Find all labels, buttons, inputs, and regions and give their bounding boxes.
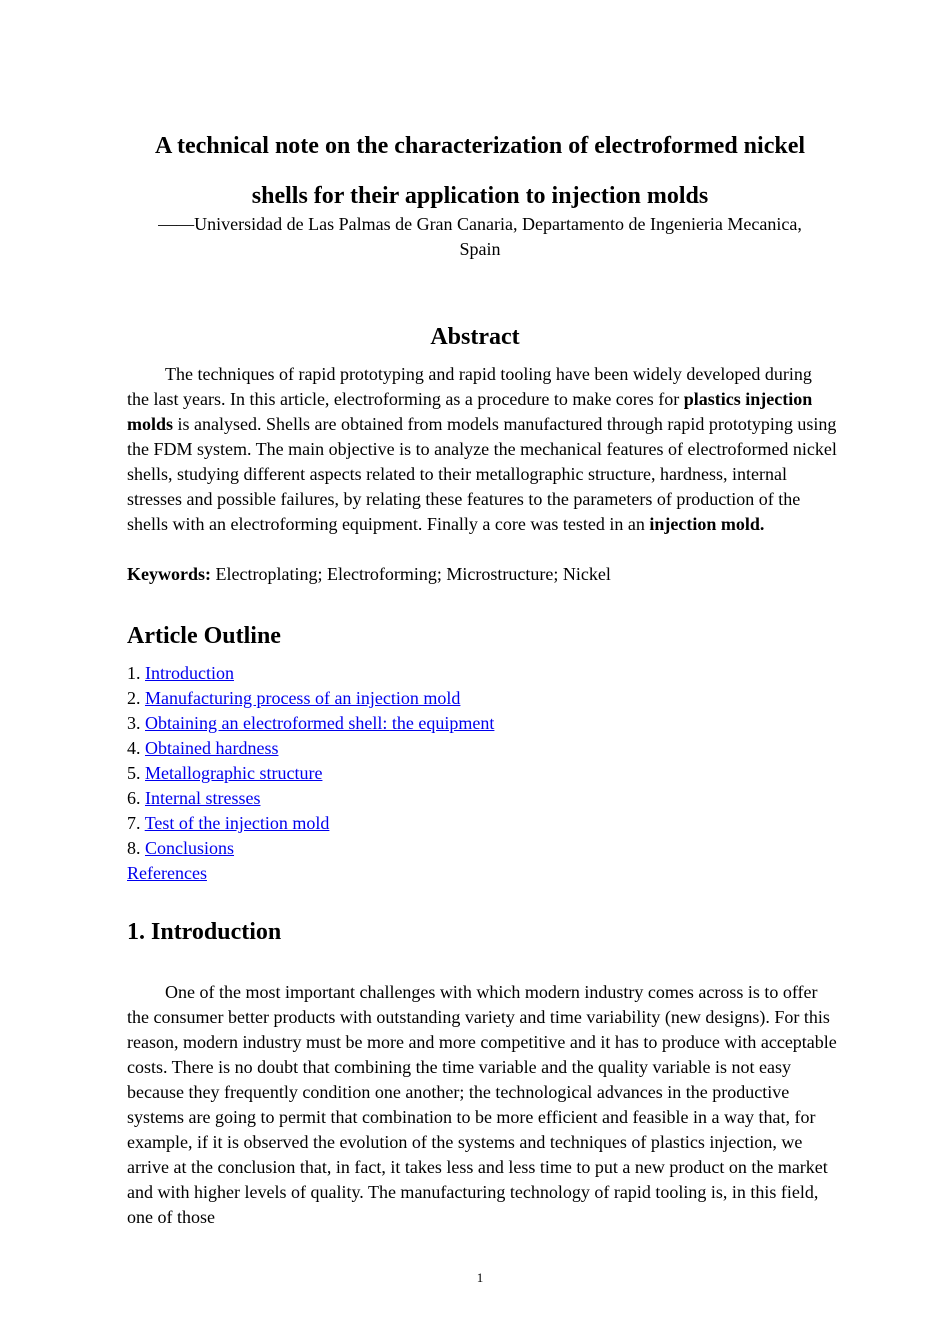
outline-link-internal-stresses[interactable]: Internal stresses (145, 788, 261, 808)
outline-item (127, 861, 827, 886)
outline-item-number: 1. (127, 663, 145, 683)
outline-item (127, 786, 827, 811)
outline-link-introduction[interactable]: Introduction (145, 663, 234, 683)
outline-item-number: 6. (127, 788, 145, 808)
outline-item-number: 2. (127, 688, 145, 708)
outline-item-number: 7. (127, 813, 145, 833)
outline-link-obtained-hardness[interactable]: Obtained hardness (145, 738, 279, 758)
introduction-body (127, 980, 837, 1230)
paper-title-line-1: A technical note on the characterization of electroformed nickel (154, 133, 806, 159)
outline-item (127, 761, 827, 786)
article-outline-list (127, 661, 827, 886)
outline-item (127, 836, 827, 861)
outline-link-manufacturing-process[interactable]: Manufacturing process of an injection mold (145, 688, 461, 708)
abstract-heading: Abstract (430, 324, 520, 350)
introduction-text: One of the most important challenges with which modern industry comes across is to offer the consumer better products with outstanding variety and time variability (new designs). For this reason, modern industry must be more and more competitive and it has to produce with acceptable costs. There is no doubt that combining the time variable and the quality variable is not easy because they frequently condition one another; the technological advances in the productive systems are going to permit that combination to be more efficient and feasible in a way that, for example, if it is observed the evolution of the systems and techniques of plastics injection, we arrive at the conclusion that, in fact, it takes less and less time to put a new product on the market and with higher levels of quality. The manufacturing technology of rapid tooling is, in this field, one of those (127, 982, 837, 1227)
outline-item (127, 686, 827, 711)
outline-item-number: 8. (127, 838, 145, 858)
outline-link-conclusions[interactable]: Conclusions (145, 838, 235, 858)
outline-item-number: 4. (127, 738, 145, 758)
introduction-heading: 1. Introduction (127, 919, 282, 945)
author-affiliation (118, 212, 842, 262)
outline-link-obtaining-shell[interactable]: Obtaining an electroformed shell: the equipment (145, 713, 495, 733)
outline-item (127, 811, 827, 836)
article-outline-heading: Article Outline (127, 623, 281, 649)
affiliation-line-2: Spain (459, 239, 501, 259)
outline-link-metallographic-structure[interactable]: Metallographic structure (145, 763, 323, 783)
affiliation-line-1: ——Universidad de Las Palmas de Gran Canaria, Departamento de Ingenieria Mecanica, (158, 214, 802, 234)
outline-link-test-injection-mold[interactable]: Test of the injection mold (144, 813, 330, 833)
outline-link-references[interactable]: References (127, 863, 207, 883)
paper-title (110, 121, 850, 221)
keywords-value: Electroplating; Electroforming; Microstructure; Nickel (211, 564, 611, 584)
keywords-label: Keywords: (127, 564, 211, 584)
abstract-bold-plastics-injection-molds: plastics injection molds (127, 389, 813, 434)
page-number: 1 (476, 1270, 484, 1285)
abstract-text-part-2: is analysed. Shells are obtained from models manufactured through rapid prototyping using the FDM system. The main objective is to analyze the mechanical features of electroformed nickel shells, studying different aspects related to their metallographic structure, hardness, internal stresses and possible failures, by relating these features to the parameters of production of the shells with an electroforming equipment. Finally a core was tested in an (127, 414, 837, 534)
outline-item (127, 736, 827, 761)
outline-item-number: 3. (127, 713, 145, 733)
abstract-text-part-1: The techniques of rapid prototyping and rapid tooling have been widely developed during the last years. In this article, electroforming as a procedure to make cores for (127, 364, 812, 409)
keywords-line (127, 562, 837, 587)
abstract-bold-injection-mold: injection mold. (649, 514, 765, 534)
outline-item-number: 5. (127, 763, 145, 783)
paper-title-line-2: shells for their application to injection molds (251, 183, 709, 209)
outline-item (127, 661, 827, 686)
outline-item (127, 711, 827, 736)
abstract-body (127, 362, 837, 537)
